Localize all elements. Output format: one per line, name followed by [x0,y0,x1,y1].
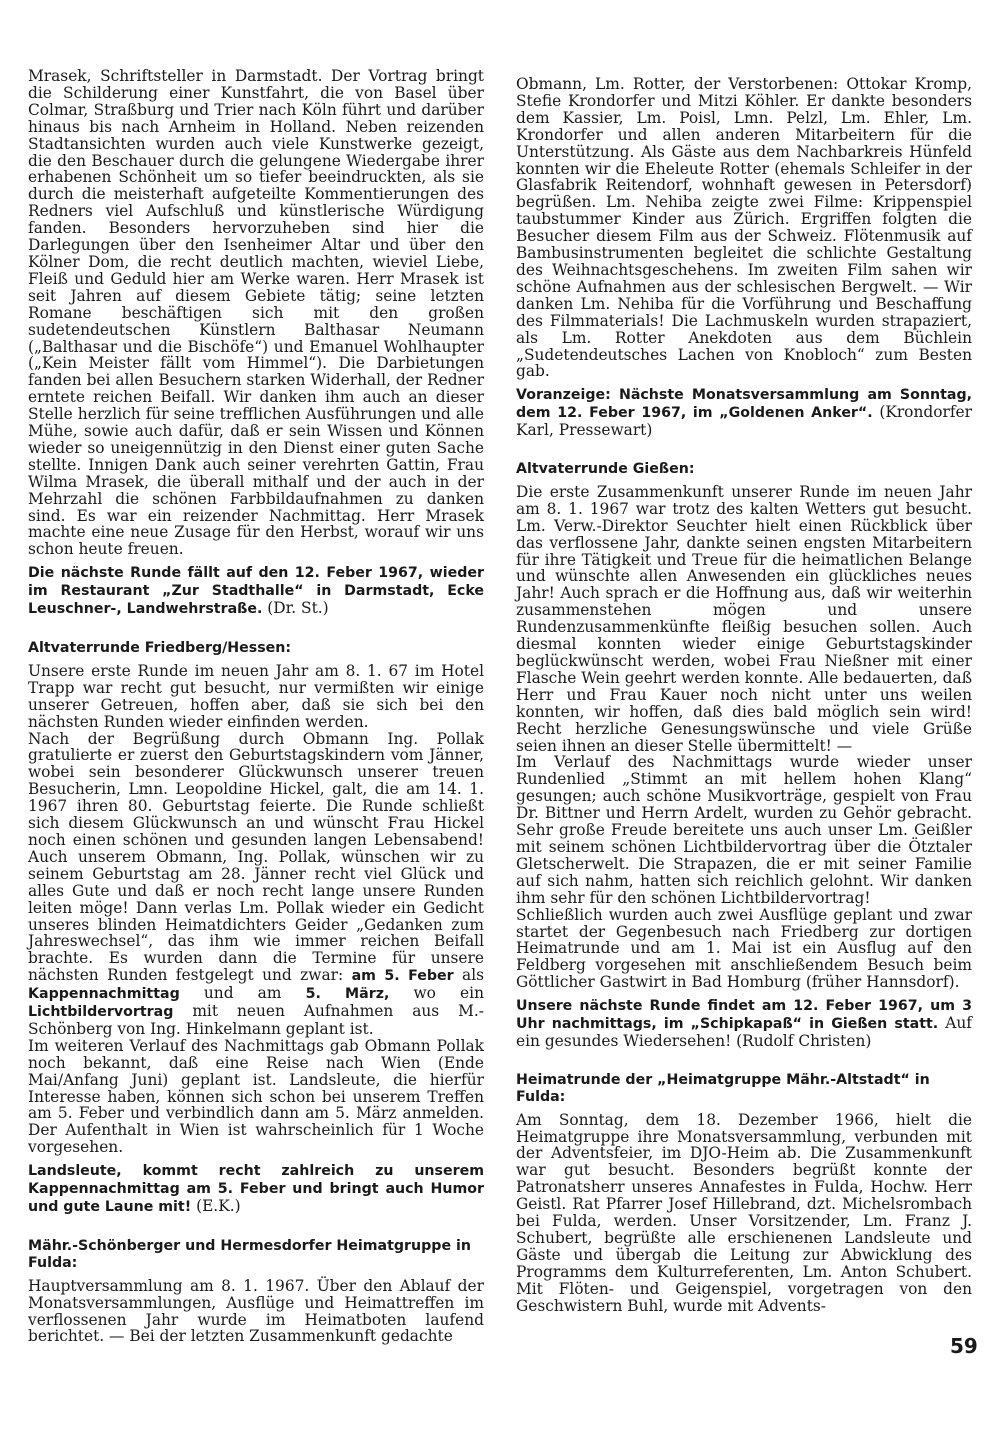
giessen-paragraph-3: Schließlich wurden auch zwei Ausflüge geplant und zwar startet der Gegenbesuch nach Friedberg zur dortigen Heimatrunde und am 1. Mai ist ein Ausflug auf den Feldberg vorgesehen mit anschließendem Besuch beim Göttlicher Gastwirt in Bad Homburg (früher Hannsdorf). [516,905,972,992]
left-note-darmstadt [28,564,484,618]
friedberg-text-als: als [453,966,485,985]
giessen-note-bold: Unsere nächste Runde findet am 12. Feber 1967, um 3 Uhr nachmittags, im „Schipkapaß“ in Gießen statt. [516,998,972,1033]
friedberg-date-maerz: 5. März, [305,986,390,1003]
friedberg-text-und-am: und am [179,984,306,1003]
left-intro-paragraph: Mrasek, Schriftsteller in Darmstadt. Der Vortrag bringt die Schilderung einer Kunstfahrt, die von Basel über Colmar, Straßburg und Trier nach Köln führt und darüber hinaus bis nach Arnheim in Holland. Neben reizenden Stadtansichten wurden auch viele Kunstwerke gezeigt, die den Beschauer durch die gelungene Wiedergabe ihrer erhabenen Schönheit um so tiefer beeindruckten, als sie durch die meisterhaft aufgeteilte Kommentierungen des Redners viel Aufschluß und künstlerische Würdigung fanden. Besonders hervorzuheben sind hier die Darlegungen über den Isenheimer Altar und über den Kölner Dom, die recht deutlich machten, wieviel Liebe, Fleiß und Geduld hier am Werke waren. Herr Mrasek ist seit Jahren auf diesem Gebiete tätig; seine letzten Romane beschäftigen sich mit den großen sudetendeutschen Künstlern Balthasar Neumann („Balthasar und die Bischöfe“) und Emanuel Wohlhaupter („Kein Meister fällt vom Himmel“). Die Darbietungen fanden bei allen Besuchern starken Widerhall, der Redner erntete reichen Beifall. Wir danken ihm auch an dieser Stelle herzlich für seine trefflichen Ausführungen und alle Mühe, sowie auch dafür, daß er sein Wissen und Können wieder so uneigennützig in den Dienst einer guten Sache stellte. Innigen Dank auch seiner verehrten Gattin, Frau Wilma Mrasek, die überall mithalf und der auch in der Mehrzahl die schönen Farbbildaufnahmen zu danken sind. Es war ein reizender Nachmittag. Herr Mrasek machte eine neue Zusage für den Herbst, worauf wir uns schon heute freuen. [28,67,484,559]
friedberg-note [28,1162,484,1216]
giessen-note-signature: Auf ein gesundes Wiedersehen! (Rudolf Christen) [516,1014,972,1050]
heading-altvaterrunde-giessen: Altvaterrunde Gießen: [516,461,695,478]
heading-altvaterrunde-friedberg: Altvaterrunde Friedberg/Hessen: [28,640,292,656]
giessen-note [516,997,972,1050]
right-intro-paragraph: Obmann, Lm. Rotter, der Verstorbenen: Ottokar Kromp, Stefie Krondorfer und Mitzi Köhler. Er dankte besonders dem Kassier, Lm. Poisl, Lmn. Pelzl, Lm. Ehler, Lm. Krondorfer und allen anderen Mitarbeitern für die Unterstützung. Als Gäste aus dem Nachbarkreis Hünfeld konnten wir die Eheleute Rotter (ehemals Schleifer in der Glasfabrik Reitendorf, wohnhaft gewesen in Petersdorf) begrüßen. Lm. Nehiba zeigte zwei Filme: Krippenspiel taubstummer Kinder aus Zürich. Ergriffen folgten die Besucher diesem Film aus der Schweiz. Flötenmusik auf Bambusinstrumenten begleitet die schlichte Gestaltung des Weihnachtsgeschehens. Im zweiten Film sahen wir schöne Aufnahmen aus der schlesischen Bergwelt. — Wir danken Lm. Nehiba für die Vorführung und Beschaffung des Filmmaterials! Die Lachmuskeln wurden strapaziert, als Lm. Rotter Anekdoten aus dem Büchlein „Sudetendeutsches Lachen von Knobloch“ zum Besten gab. [516,75,972,381]
schoenberger-paragraph-1: Hauptversammlung am 8. 1. 1967. Über den Ablauf der Monatsversammlungen, Ausflüge und Heimattreffen im verflossenen Jahr wurde im Heimatboten laufend berichtet. — Bei der letzten Zusammenkunft gedachte [28,1276,484,1346]
friedberg-note-signature: (E.K.) [191,1197,241,1215]
left-note-darmstadt-signature: (Dr. St.) [262,599,329,618]
page-number: 59 [950,1334,978,1358]
heading-schoenberger-heimatgruppe-fulda: Mähr.-Schönberger und Hermesdorfer Heimatgruppe in Fulda: [28,1237,471,1271]
friedberg-paragraph-3: Im weiteren Verlauf des Nachmittags gab Obmann Pollak noch bekannt, daß eine Reise nach Wien (Ende Mai/Anfang Juni) geplant ist. Landsleute, die hierfür Interesse haben, können sich schon bei unserem Treffen am 5. Feber und verbindlich dann am 5. März anmelden. Der Aufenthalt in Wien ist wahrscheinlich für 1 Woche vorgesehen. [28,1036,484,1157]
left-note-darmstadt-bold: Die nächste Runde fällt auf den 12. Feber 1967, wieder im Restaurant „Zur Stadthalle“ in Darmstadt, Ecke Leuschner-, Landwehrstraße. [28,565,484,618]
altstadt-paragraph-1: Am Sonntag, dem 18. Dezember 1966, hielt die Heimatgruppe ihre Monatsversammlung, verbunden mit der Adventsfeier, im DJO-Heim ab. Die Zusammenkunft war gut besucht. Besonders begrüßt konnte der Patronatsherr unseres Annafestes in Fulda, Hochw. Herr Geistl. Rat Pfarrer Josef Hillebrand, dzt. Michelsrombach bei Fulda, werden. Unser Vorsitzender, Lm. Franz J. Schubert, begrüßte alle erschienenen Landsleute und Gäste und übergab die Leitung zur Abwicklung des Programms dem Kulturreferenten, Lm. Anton Schubert. Mit Flöten- und Geigenspiel, vorgetragen von den Geschwistern Buhl, wurde mit Advents- [516,1110,972,1315]
heading-heimatrunde-maehr-altstadt-fulda: Heimatrunde der „Heimatgruppe Mähr.-Altstadt“ in Fulda: [516,1071,930,1105]
friedberg-paragraph-1: Unsere erste Runde im neuen Jahr am 8. 1. 67 im Hotel Trapp war recht gut besucht, nur vermißten wir einige unserer Getreuen, hoffen aber, daß sie sich bei den nächsten Runden wieder einfinden werden. [28,661,484,731]
giessen-paragraph-1: Die erste Zusammenkunft unserer Runde im neuen Jahr am 8. 1. 1967 war trotz des kalten Wetters gut besucht. Lm. Verw.-Direktor Seuchter hielt einen Rückblick über das verflossene Jahr, dankte seinen engsten Mitarbeitern für ihre Tätigkeit und Treue für die heimatlichen Belange und wünschte allen Anwesenden ein glückliches neues Jahr! Auch sprach er die Hoffnung aus, daß wir weiterhin zusammenstehen mögen und unsere Rundenzusammenkünfte fleißig besuchen sollen. Auch diesmal konnten wieder einige Geburtstagskinder beglückwünscht werden, wobei Frau Nießner mit einer Flasche Wein geehrt werden konnte. Alle bedauerten, daß Herr und Frau Kauer noch nicht unter uns weilen konnten, wir hoffen, daß dies bald möglich sein wird! Recht herzliche Genesungswünsche und viele Grüße seien ihnen an dieser Stelle übermittelt! — [516,482,972,755]
right-note-voranzeige [516,386,972,439]
friedberg-note-bold: Landsleute, kommt recht zahlreich zu unserem Kappennachmittag am 5. Feber und bringt auch Humor und gute Laune mit! [28,1163,484,1215]
right-note-voranzeige-bold: Voranzeige: Nächste Monatsversammlung am Sonntag, dem 12. Feber 1967, im „Goldenen Anker“. [516,387,972,422]
friedberg-text-rest: mit neuen Aufnahmen aus M.-Schönberg von Ing. Hinkelmann geplant ist. [28,1002,484,1038]
friedberg-lichtbildervortrag: Lichtbildervortrag [28,1004,174,1021]
left-column [28,68,484,1345]
right-note-voranzeige-signature: (Krondorfer Karl, Pressewart) [516,403,972,440]
right-column [516,76,972,1315]
friedberg-paragraph-2-text: Nach der Begrüßung durch Obmann Ing. Pollak gratulierte er zuerst den Geburtstagskindern vom Jänner, wobei sein besonderer Glückwunsch unserer treuen Besucherin, Lmn. Leopoldine Hickel, galt, die am 14. 1. 1967 ihren 80. Geburtstag feierte. Die Runde schließt sich diesem Glückwunsch an und wünscht Frau Hickel noch einen schönen und gesunden langen Lebensabend! Auch unserem Obmann, Ing. Pollak, wünschen wir zu seinem Geburtstag am 28. Jänner recht viel Glück und alles Gute und daß er noch recht lange unsere Runden leiten möge! Dann verlas Lm. Pollak wieder ein Gedicht unseres blinden Heimatdichters Geider „Gedanken zum Jahreswechsel“, das ihm wie immer reichen Beifall brachte. Es wurden dann die Termine für unsere nächsten Runden festgelegt und zwar: [28,729,484,985]
giessen-paragraph-2: Im Verlauf des Nachmittags wurde wieder unser Rundenlied „Stimmt an mit hellem hohen Klang“ gesungen; auch schöne Musikvorträge, gespielt von Frau Dr. Bittner und Herrn Ardelt, wurden zu Gehör gebracht. Sehr große Freude bereitete uns auch unser Lm. Geißler mit seinem schönen Lichtbildervortrag über die Ötztaler Gletscherwelt. Die Strapazen, die er mit seiner Familie auf sich nahm, hatten sich reichlich gelohnt. Wir danken ihm sehr für den schönen Lichtbildervortrag! [516,753,972,907]
friedberg-paragraph-2 [28,731,484,1038]
friedberg-kappennachmittag: Kappennachmittag [28,986,180,1003]
friedberg-text-wo-ein: wo ein [389,984,485,1003]
friedberg-date-feber: am 5. Feber [351,968,454,985]
